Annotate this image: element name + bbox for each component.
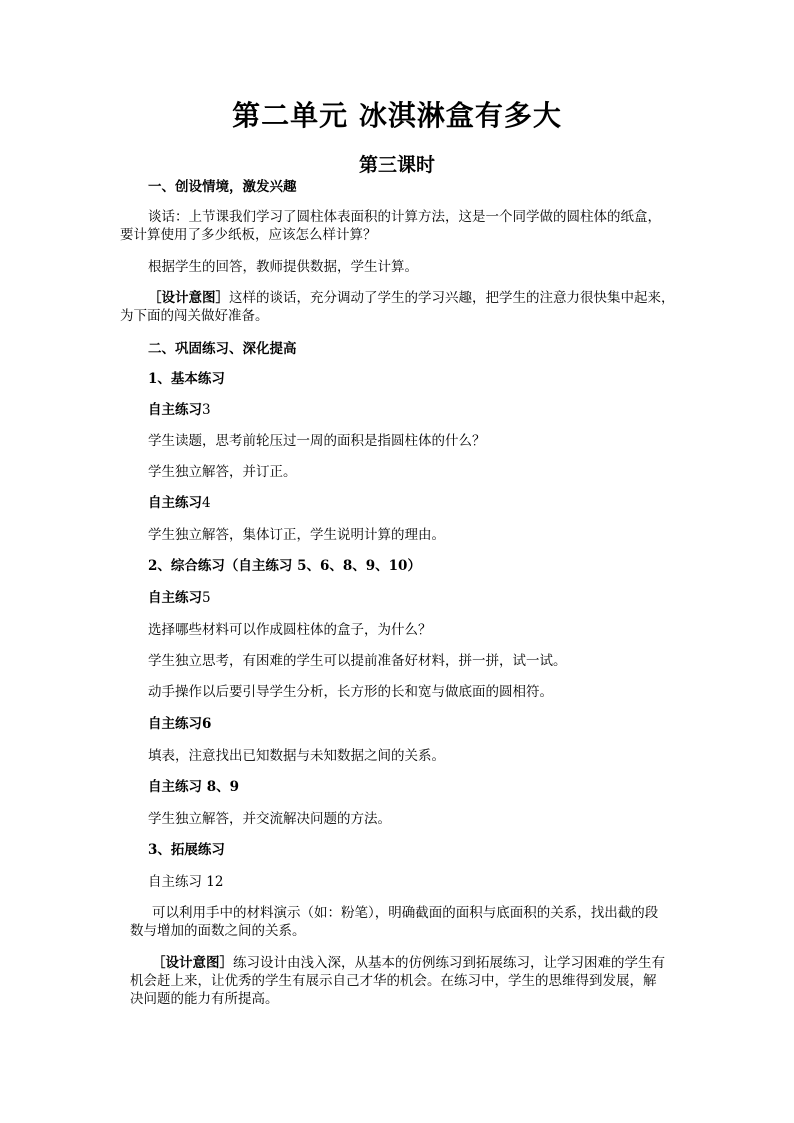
design-intent-1-line-2: 为下面的闯关做好准备。 — [120, 308, 269, 324]
section-1-heading: 一、创设情境，激发兴趣 — [148, 179, 297, 195]
exercise-3-number: 3 — [202, 402, 211, 418]
exercise-6-heading: 自主练习6 — [148, 716, 212, 732]
subsection-3-heading: 3、拓展练习 — [148, 842, 225, 858]
document-title: 第二单元 冰淇淋盒有多大 — [232, 99, 562, 132]
subsection-1-heading: 1、基本练习 — [148, 371, 225, 387]
exercise-5-paragraph-2: 学生独立思考，有困难的学生可以提前准备好材料，拼一拼，试一试。 — [148, 653, 567, 669]
exercise-4-number: 4 — [202, 495, 211, 511]
design-intent-tag: ［设计意图］ — [148, 290, 229, 306]
design-intent-2-tag: ［设计意图］ — [152, 955, 233, 971]
exercise-3-label: 自主练习 — [148, 402, 202, 418]
exercise-12-heading: 自主练习 12 — [148, 874, 224, 890]
exercise-8-9-heading: 自主练习 8、9 — [148, 779, 239, 795]
exercise-12-line-2: 数与增加的面数之间的关系。 — [130, 923, 306, 939]
exercise-4-paragraph-1: 学生独立解答，集体订正，学生说明计算的理由。 — [148, 527, 445, 543]
exercise-3-heading — [148, 399, 211, 421]
exercise-8-9-paragraph-1: 学生独立解答，并交流解决问题的方法。 — [148, 811, 391, 827]
design-intent-2-line-3: 决问题的能力有所提高。 — [130, 991, 279, 1007]
design-intent-text: 这样的谈话，充分调动了学生的学习兴趣，把学生的注意力很快集中起来， — [229, 290, 675, 306]
exercise-3-paragraph-2: 学生独立解答，并订正。 — [148, 464, 297, 480]
exercise-6-paragraph-1: 填表，注意找出已知数据与未知数据之间的关系。 — [148, 748, 445, 764]
paragraph-1-line-1: 谈话：上节课我们学习了圆柱体表面积的计算方法，这是一个同学做的圆柱体的纸盒， — [148, 209, 661, 225]
section-2-heading: 二、巩固练习、深化提高 — [148, 341, 297, 357]
exercise-5-heading — [148, 587, 211, 609]
exercise-4-label: 自主练习 — [148, 495, 202, 511]
exercise-3-paragraph-1: 学生读题，思考前轮压过一周的面积是指圆柱体的什么？ — [148, 433, 486, 449]
exercise-4-heading — [148, 492, 211, 514]
document-subtitle: 第三课时 — [358, 154, 435, 176]
paragraph-1-line-2: 要计算使用了多少纸板，应该怎么样计算？ — [120, 227, 377, 243]
subsection-2-heading: 2、综合练习（自主练习 5、6、8、9、10） — [148, 558, 421, 574]
design-intent-2-line-2: 机会赶上来，让优秀的学生有展示自己才华的机会。在练习中，学生的思维得到发展，解 — [130, 973, 657, 989]
design-intent-2-text: 练习设计由浅入深，从基本的仿例练习到拓展练习，让学习困难的学生有 — [233, 955, 665, 971]
paragraph-2: 根据学生的回答，教师提供数据，学生计算。 — [148, 259, 418, 275]
exercise-5-number: 5 — [202, 590, 211, 606]
exercise-5-label: 自主练习 — [148, 590, 202, 606]
exercise-5-paragraph-1: 选择哪些材料可以作成圆柱体的盒子，为什么？ — [148, 622, 432, 638]
exercise-5-paragraph-3: 动手操作以后要引导学生分析，长方形的长和宽与做底面的圆相符。 — [148, 684, 553, 700]
exercise-12-line-1: 可以利用手中的材料演示（如：粉笔），明确截面的面积与底面积的关系，找出截的段 — [152, 905, 659, 921]
